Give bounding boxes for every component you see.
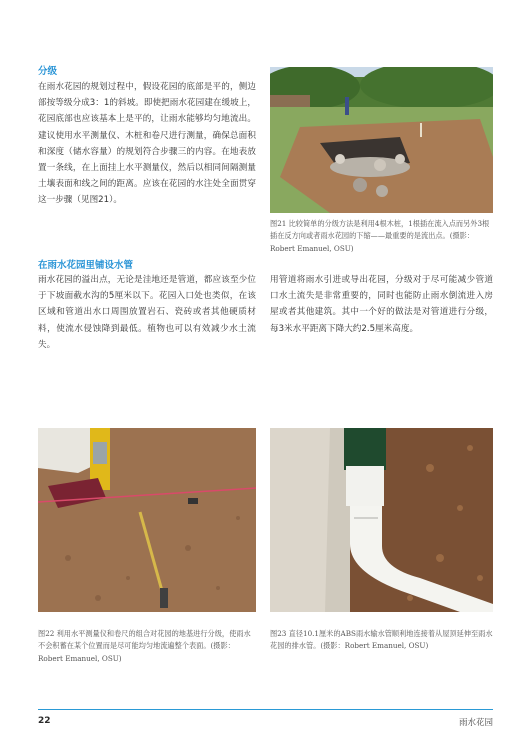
figure-22-photo [38, 428, 256, 612]
footer-divider [38, 709, 493, 710]
section-body-grading: 在雨水花园的规划过程中，假设花园的底部是平的，侧边部按等级分成3：1的斜坡。即使把雨水花园建在缓坡上，花园底部也应该基本上是平的，让雨水能够均匀地流出。建议使用水平测量仪、木桩和卷尺进行测量，确保总面积和深度（储水容量）的规划符合步骤三的内容。在地表放置一条线，在上面挂上水平测量仪，然后以相同间隔测量土壤表面和线之间的距离。应该在花园的水注处全面贯穿这一步骤（见图21）。 [38, 82, 256, 206]
figure-23-photo [270, 428, 493, 612]
running-title: 雨水花园 [458, 718, 493, 728]
section-heading-pipes: 在雨水花园里铺设水管 [38, 260, 134, 271]
page-number: 22 [38, 716, 51, 726]
section-body-pipes: 雨水花园的溢出点，无论是洼地还是管道，都应该至少位于下坡面截水沟的5厘米以下。花园入口处也类似，在该区域和管道出水口周围放置岩石、瓷砖或者其他硬质材料，使流水侵蚀降到最低。植物也可以有效减少水土流失。 [38, 275, 256, 350]
figure-21-caption: 图21 比较简单的分级方法是利用4根木桩，1根插在流入点而另外3根插在反方向或者雨水花园的下缩——最重要的是流出点。(摄影：Robert Emanuel, OSU) [270, 219, 490, 253]
figure-21-photo [270, 67, 493, 213]
section-body-pipes-continued: 用管道将雨水引进或导出花园，分级对于尽可能减少管道口水土流失是非常重要的，同时也能防止雨水倒流进入房屋或者其他建筑。其中一个好的做法是对管道进行分级，每3米水平距离下降大约2.5厘米高度。 [270, 275, 493, 334]
figure-22-caption: 图22 利用水平测量仪和卷尺的组合对花园的地基进行分级，使雨水不会积蓄在某个位置而是尽可能均匀地流遍整个表面。(摄影：Robert Emanuel, OSU) [38, 629, 251, 663]
figure-23-caption: 图23 直径10.1厘米的ABS雨水输水管顺利地连接着从屋顶延伸至雨水花园的排水管。(摄影：Robert Emanuel, OSU) [270, 629, 493, 651]
section-heading-grading: 分级 [38, 66, 58, 77]
